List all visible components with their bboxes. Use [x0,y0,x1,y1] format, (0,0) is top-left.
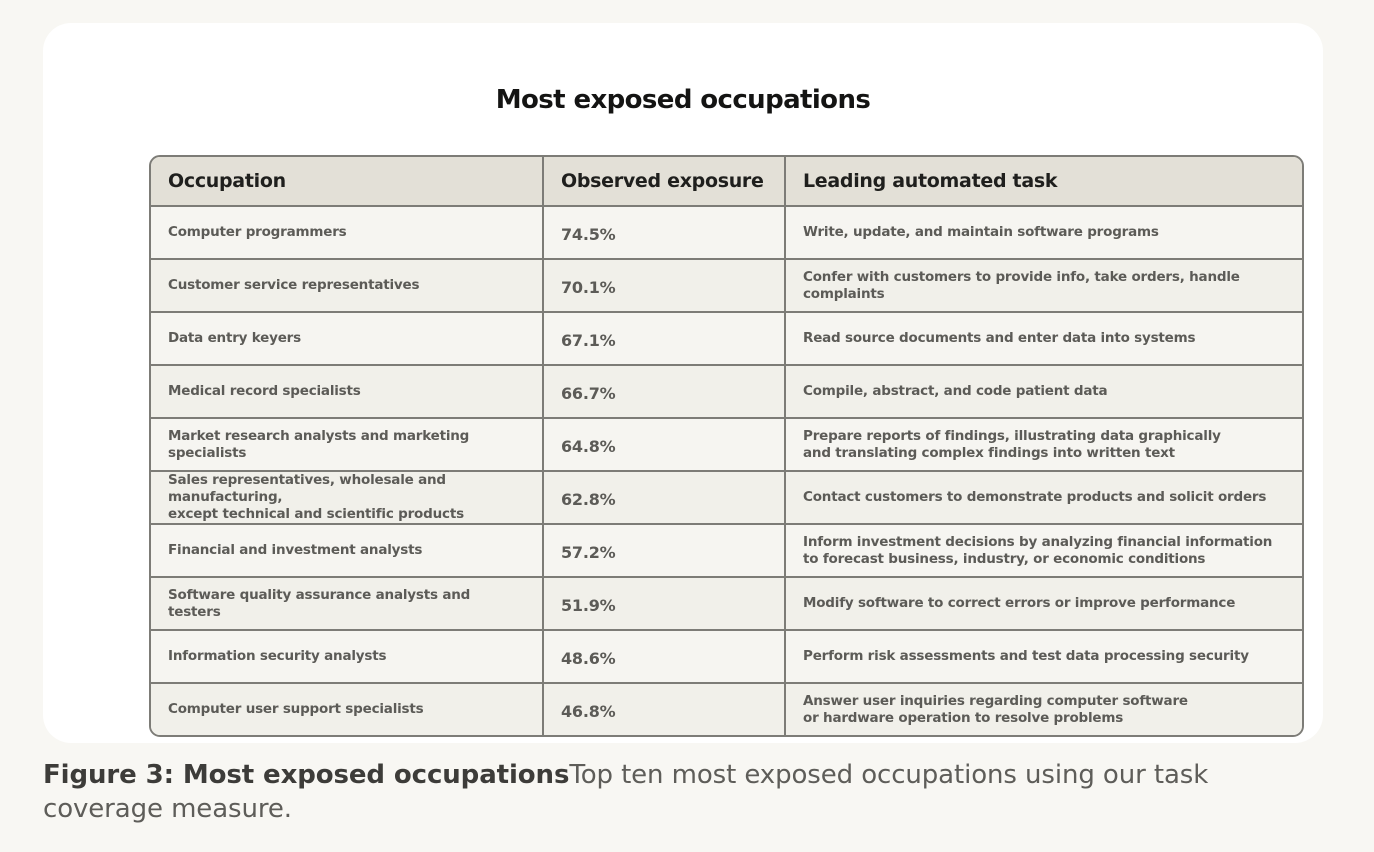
table-row [151,206,1302,259]
cell-exposure: 62.8% [543,471,785,524]
cell-task: Confer with customers to provide info, take orders, handle complaints [785,259,1302,312]
cell-exposure: 46.8% [543,683,785,735]
cell-exposure: 67.1% [543,312,785,365]
cell-occupation: Computer programmers [151,206,543,259]
cell-task: Inform investment decisions by analyzing financial information to forecast business, industry, or economic conditions [785,524,1302,577]
table-row [151,259,1302,312]
cell-task: Contact customers to demonstrate products and solicit orders [785,471,1302,524]
caption-label: Figure 3: Most exposed occupations [43,760,570,790]
cell-occupation: Financial and investment analysts [151,524,543,577]
cell-exposure: 51.9% [543,577,785,630]
cell-task: Read source documents and enter data into systems [785,312,1302,365]
figure-card [43,23,1323,743]
table-row [151,577,1302,630]
caption-text: Top ten most exposed occupations using our task coverage measure. [43,760,1209,824]
cell-exposure: 70.1% [543,259,785,312]
cell-occupation: Computer user support specialists [151,683,543,735]
exposure-table [149,155,1304,737]
cell-task: Prepare reports of findings, illustrating data graphically and translating complex findings into written text [785,418,1302,471]
cell-occupation: Information security analysts [151,630,543,683]
table-header-row [151,157,1302,206]
cell-exposure: 66.7% [543,365,785,418]
cell-task: Modify software to correct errors or improve performance [785,577,1302,630]
table-row [151,683,1302,735]
cell-occupation: Software quality assurance analysts and testers [151,577,543,630]
table-row [151,418,1302,471]
table-row [151,471,1302,524]
cell-occupation: Market research analysts and marketing specialists [151,418,543,471]
cell-exposure: 48.6% [543,630,785,683]
cell-occupation: Customer service representatives [151,259,543,312]
cell-occupation: Medical record specialists [151,365,543,418]
column-header-task: Leading automated task [785,157,1302,206]
table-row [151,524,1302,577]
cell-exposure: 57.2% [543,524,785,577]
cell-occupation: Data entry keyers [151,312,543,365]
cell-task: Perform risk assessments and test data processing security [785,630,1302,683]
cell-task: Write, update, and maintain software programs [785,206,1302,259]
table-row [151,630,1302,683]
cell-task: Compile, abstract, and code patient data [785,365,1302,418]
column-header-exposure: Observed exposure [543,157,785,206]
column-header-occupation: Occupation [151,157,543,206]
table-row [151,365,1302,418]
cell-task: Answer user inquiries regarding computer software or hardware operation to resolve problems [785,683,1302,735]
cell-occupation: Sales representatives, wholesale and manufacturing, except technical and scientific products [151,471,543,524]
cell-exposure: 64.8% [543,418,785,471]
figure-caption [43,758,1303,826]
cell-exposure: 74.5% [543,206,785,259]
table-row [151,312,1302,365]
table-title: Most exposed occupations [495,85,871,115]
